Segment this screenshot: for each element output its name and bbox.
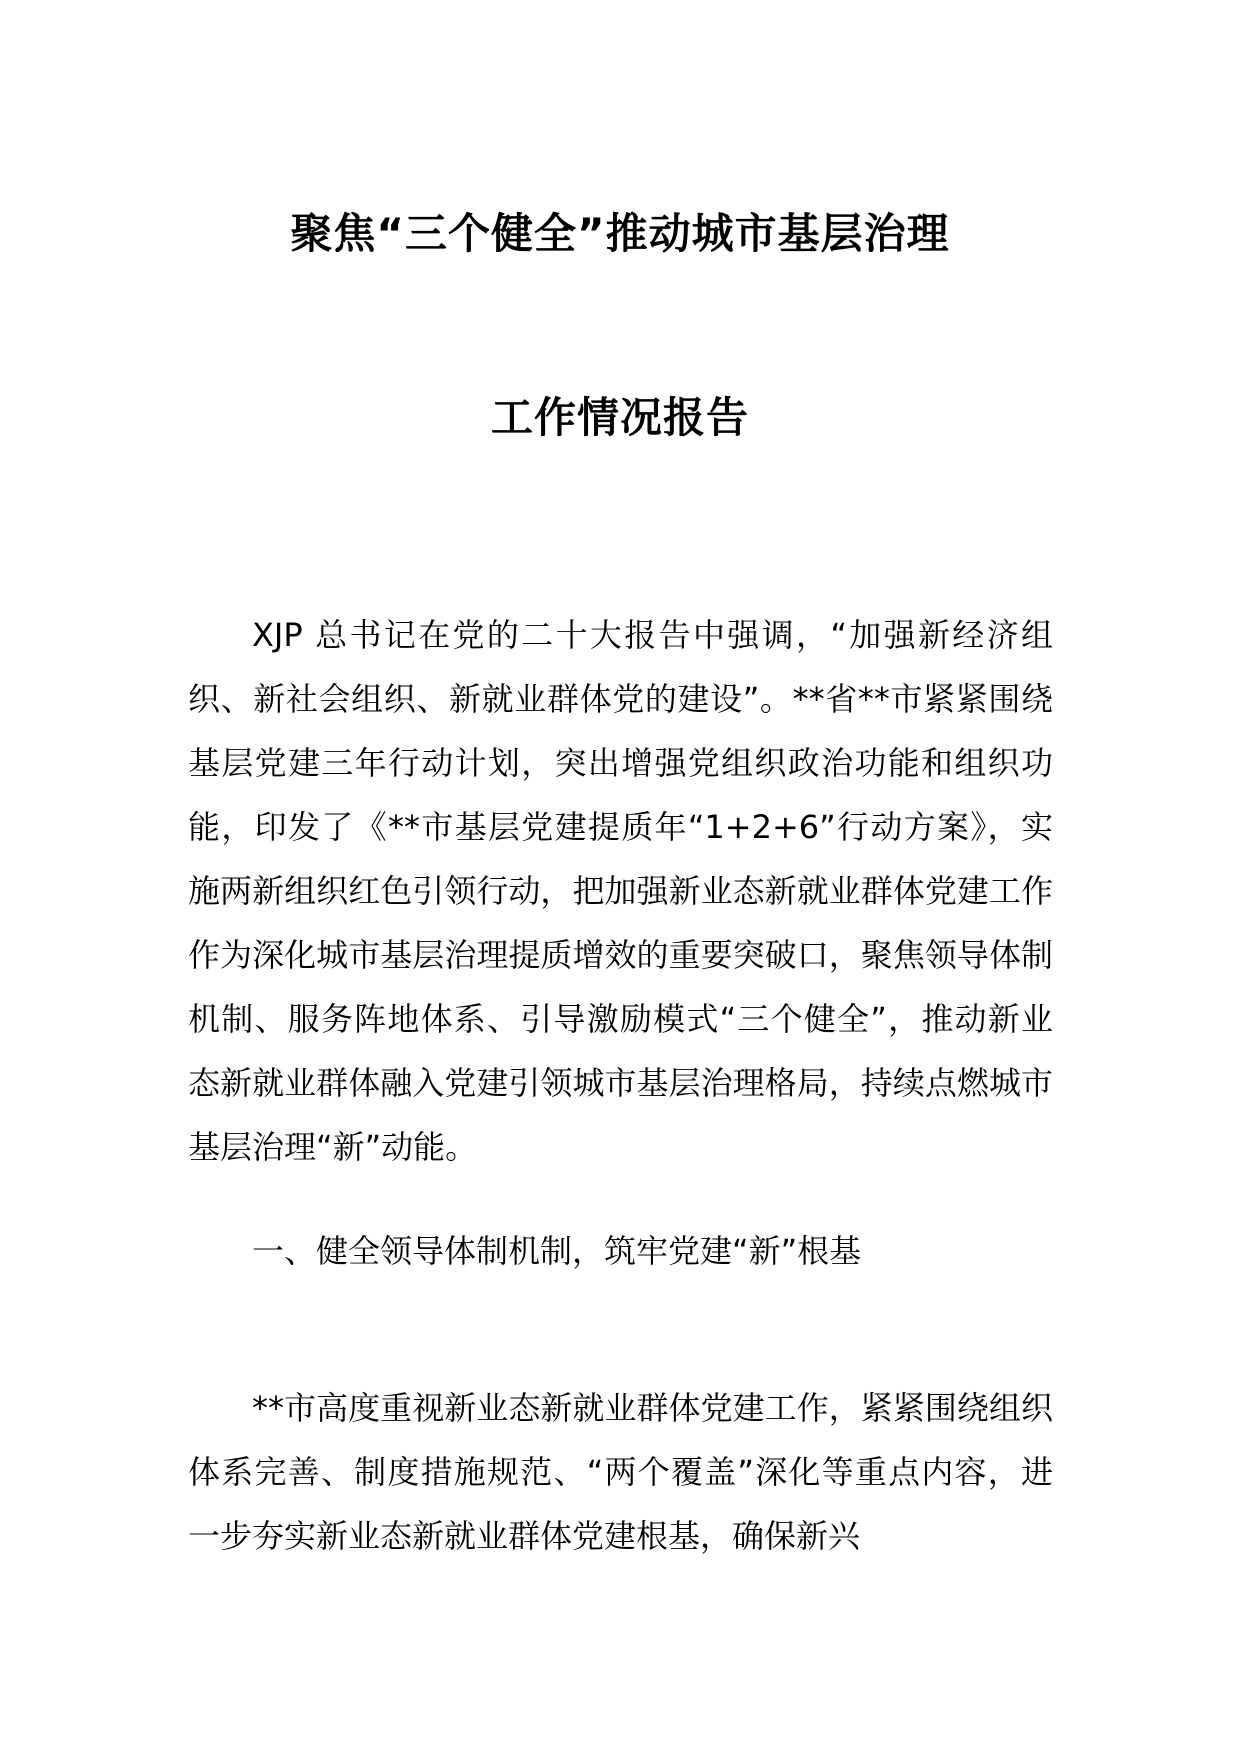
document-title-line-1: 聚焦“三个健全”推动城市基层治理 bbox=[290, 209, 950, 258]
body-paragraph-intro: XJP 总书记在党的二十大报告中强调，“加强新经济组织、新社会组织、新就业群体党的建设”。**省**市紧紧围绕基层党建三年行动计划，突出增强党组织政治功能和组织功能，印发了《**市基层党建提质年“1+2+6”行动方案》，实施两新组织红色引领行动，把加强新业态新就业群体党建工作作为深化城市基层治理提质增效的重要突破口，聚焦领导体制机制、服务阵地体系、引导激励模式“三个健全”，推动新业态新就业群体融入党建引领城市基层治理格局，持续点燃城市基层治理“新”动能。 bbox=[188, 616, 1053, 1166]
document-title-line-2: 工作情况报告 bbox=[490, 393, 749, 442]
section-heading-1: 一、健全领导体制机制，筑牢党建“新”根基 bbox=[252, 1232, 862, 1270]
body-paragraph-section-1: **市高度重视新业态新就业群体党建工作，紧紧围绕组织体系完善、制度措施规范、“两个覆盖”深化等重点内容，进一步夯实新业态新就业群体党建根基，确保新兴 bbox=[188, 1389, 1053, 1555]
